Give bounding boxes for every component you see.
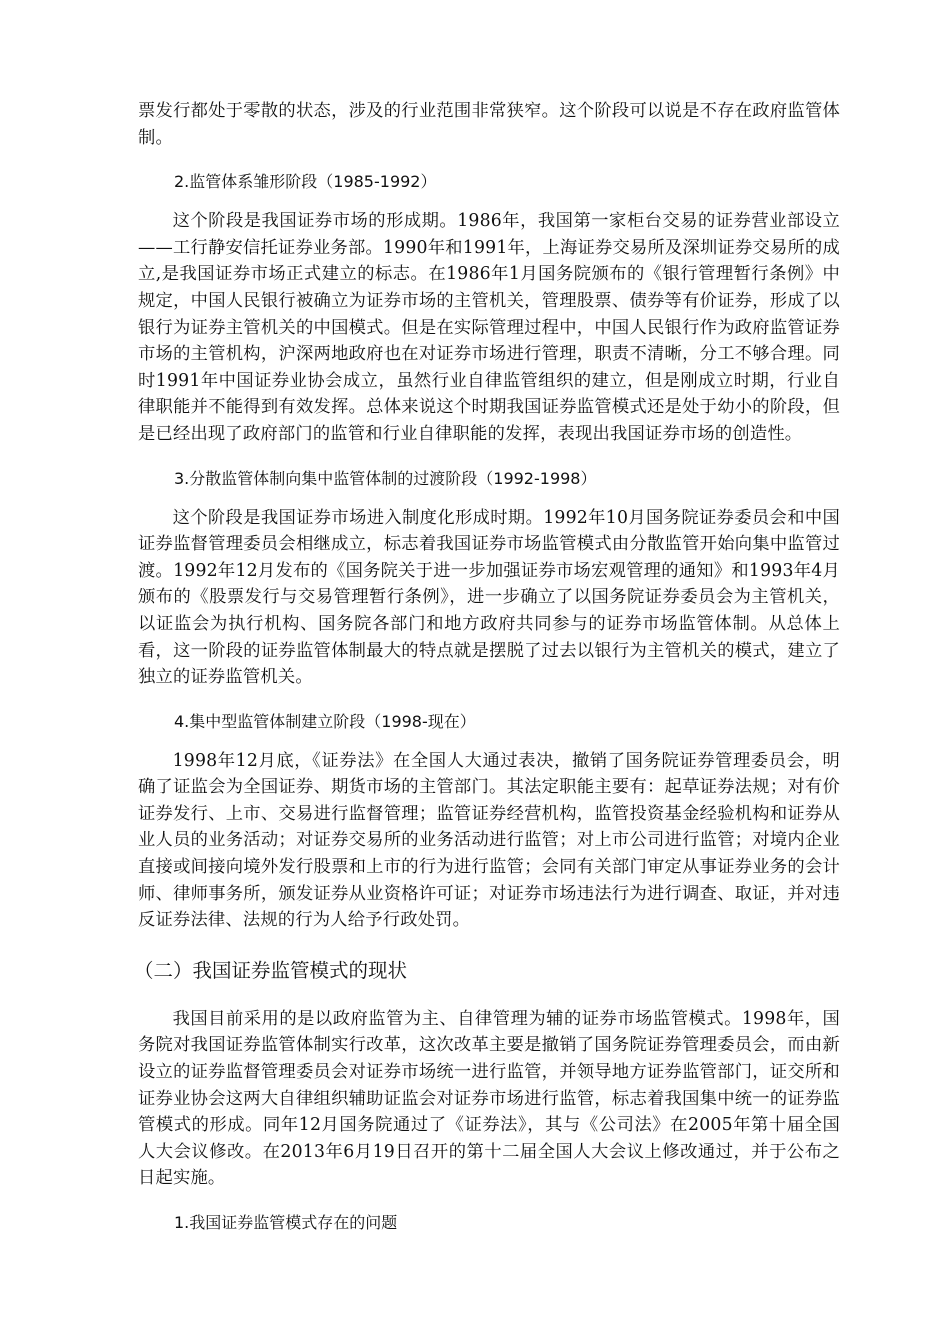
section-heading-current-status: （二）我国证券监管模式的现状	[134, 958, 408, 982]
paragraph-continued: 票发行都处于零散的状态，涉及的行业范围非常狭窄。这个阶段可以说是不存在政府监管体制。	[138, 101, 840, 148]
paragraph-stage-3: 这个阶段是我国证券市场进入制度化形成时期。1992年10月国务院证券委员会和中国证券监督管理委员会相继成立，标志着我国证券市场监管模式由分散监管开始向集中监管过渡。1992年12月发布的《国务院关于进一步加强证券市场宏观管理的通知》和1993年4月颁布的《股票发行与交易管理暂行条例》，进一步确立了以国务院证券委员会为主管机关，以证监会为执行机构、国务院各部门和地方政府共同参与的证券市场监管体制。从总体上看，这一阶段的证券监管体制最大的特点就是摆脱了过去以银行为主管机关的模式，建立了独立的证券监管机关。	[138, 507, 840, 688]
heading-stage-2: 2.监管体系雏形阶段（1985-1992）	[174, 172, 437, 192]
paragraph-stage-4: 1998年12月底，《证券法》在全国人大通过表决，撤销了国务院证券管理委员会，明确了证监会为全国证券、期货市场的主管部门。其法定职能主要有：起草证券法规；对有价证券发行、上市、交易进行监督管理；监管证券经营机构，监管投资基金经验机构和证券从业人员的业务活动；对证券交易所的业务活动进行监管；对上市公司进行监管；对境内企业直接或间接向境外发行股票和上市的行为进行监管；会同有关部门审定从事证券业务的会计师、律师事务所，颁发证券从业资格许可证；对证券市场违法行为进行调查、取证，并对违反证券法律、法规的行为人给予行政处罚。	[138, 750, 840, 931]
heading-problems: 1.我国证券监管模式存在的问题	[174, 1213, 398, 1232]
paragraph-current-status: 我国目前采用的是以政府监管为主、自律管理为辅的证券市场监管模式。1998年，国务院对我国证券监管体制实行改革，这次改革主要是撤销了国务院证券管理委员会，而由新设立的证券监督管理委员会对证券市场统一进行监管，并领导地方证券监管部门，证交所和证券业协会这两大自律组织辅助证监会对证券市场进行监管，标志着我国集中统一的证券监管模式的形成。同年12月国务院通过了《证券法》，其与《公司法》在2005年第十届全国人大会议修改。在2013年6月19日召开的第十二届全国人大会议上修改通过，并于公布之日起实施。	[138, 1008, 840, 1189]
heading-stage-3: 3.分散监管体制向集中监管体制的过渡阶段（1992-1998）	[174, 468, 597, 488]
heading-stage-4: 4.集中型监管体制建立阶段（1998-现在）	[174, 711, 476, 731]
paragraph-stage-2: 这个阶段是我国证券市场的形成期。1986年，我国第一家柜台交易的证券营业部设立——工行静安信托证券业务部。1990年和1991年，上海证券交易所及深圳证券交易所的成立,是我国证券市场正式建立的标志。在1986年1月国务院颁布的《银行管理暂行条例》中规定，中国人民银行被确立为证券市场的主管机关，管理股票、债券等有价证券，形成了以银行为证券主管机关的中国模式。但是在实际管理过程中，中国人民银行作为政府监管证券市场的主管机构，沪深两地政府也在对证券市场进行管理，职责不清晰，分工不够合理。同时1991年中国证券业协会成立，虽然行业自律监管组织的建立，但是刚成立时期，行业自律职能并不能得到有效发挥。总体来说这个时期我国证券监管模式还是处于幼小的阶段，但是已经出现了政府部门的监管和行业自律职能的发挥，表现出我国证券市场的创造性。	[138, 211, 840, 444]
